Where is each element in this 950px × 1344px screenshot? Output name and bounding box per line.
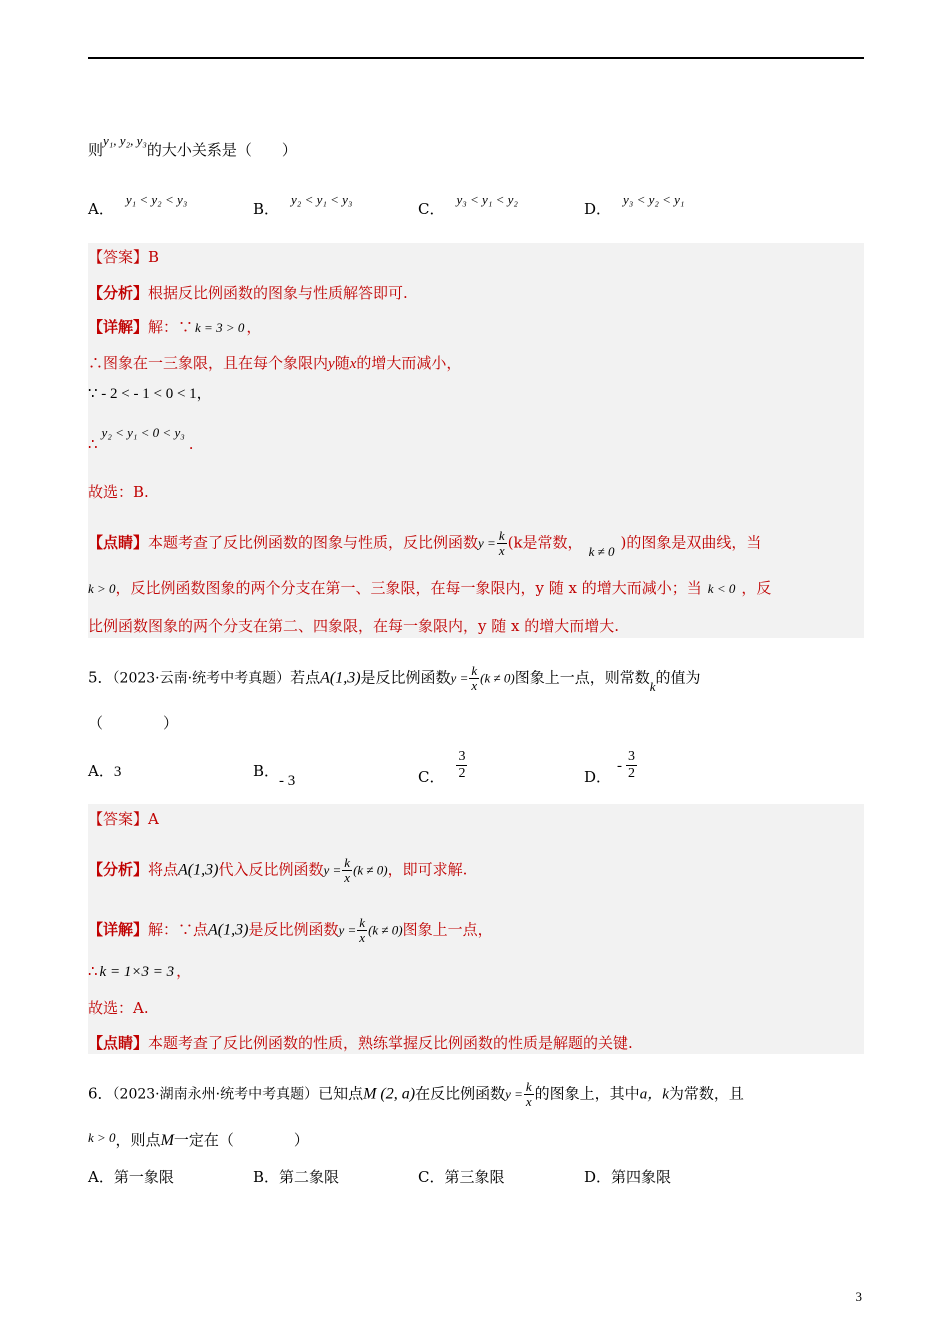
frac-den: x: [498, 543, 505, 558]
var-x: x: [349, 356, 357, 372]
frac-num: k: [471, 663, 478, 678]
q4-option-c[interactable]: [418, 192, 518, 220]
q5-stem: [88, 664, 701, 693]
func-cond: (k ≠ 0): [480, 670, 515, 686]
frac-den: 2: [628, 766, 636, 781]
fraction-k-over-x: [342, 856, 352, 885]
question-number: 5．: [88, 668, 113, 687]
detail-text: 解：∵点: [148, 920, 209, 939]
q4-detail-4: [88, 425, 194, 455]
frac-num: 3: [628, 749, 636, 764]
question-source: （2023·云南·统考中考真题）: [112, 670, 291, 687]
func-y: y =: [323, 862, 342, 878]
const-k: k: [649, 678, 656, 694]
var-y: y: [328, 356, 335, 372]
detail-text: 随: [334, 354, 350, 372]
stem-text: 的值为: [655, 668, 701, 687]
stem-text: ，则点: [115, 1131, 161, 1149]
stem-vars: a，k: [639, 1086, 669, 1103]
func-cond: (k ≠ 0): [353, 862, 388, 878]
func-y: y =: [478, 535, 496, 551]
q4-comment-1: [88, 529, 761, 558]
detail-text: ，: [246, 318, 262, 336]
detail-math: y₂ < y₁ < 0 < y₃: [101, 425, 185, 440]
q4-comment-3: 比例函数图象的两个分支在第二、四象限，在每一象限内，y 随 x 的增大而增大.: [88, 617, 620, 635]
q5-analysis: [88, 856, 467, 885]
fraction-3-over-2: [626, 749, 637, 782]
q4-option-a[interactable]: [88, 192, 188, 220]
stem-text: 若点: [290, 668, 321, 687]
option-label: C．: [418, 767, 445, 786]
stem-text: 图象上一点，则常数: [514, 668, 650, 687]
option-label: C．: [418, 1168, 445, 1186]
calc-math: k = 1×3 = 3: [99, 964, 175, 980]
question-number: 6．: [88, 1084, 113, 1103]
option-sign: -: [617, 757, 623, 774]
question-source: （2023·湖南永州·统考中考真题）: [112, 1086, 319, 1103]
comment-tag: 【点睛】: [88, 1034, 149, 1052]
comment-math: k ≠ 0: [588, 543, 615, 559]
comment-text: ，反比例函数图象的两个分支在第一、三象限，在每一象限内，y 随 x 的增大而减小；当: [115, 579, 702, 597]
detail-text: ∴图象在一三象限，且在每个象限内: [88, 354, 329, 372]
frac-den: x: [525, 1094, 532, 1109]
detail-math: k = 3 > 0: [195, 320, 245, 335]
fraction-3-over-2: [456, 749, 467, 782]
comment-text: 本题考查了反比例函数的图象与性质，反比例函数: [148, 533, 479, 552]
frac-num: 3: [458, 749, 466, 764]
q5-option-b[interactable]: [253, 761, 296, 789]
q4-option-d[interactable]: [584, 192, 685, 220]
analysis-tag: 【分析】: [88, 860, 149, 879]
stem-text: 在反比例函数: [415, 1084, 506, 1103]
stem-text: 已知点: [318, 1084, 364, 1103]
frac-den: x: [344, 870, 351, 885]
option-label: A．: [88, 1168, 114, 1186]
option-label: C．: [418, 200, 445, 218]
q5-comment: [88, 1033, 633, 1053]
q6-option-c[interactable]: [418, 1167, 505, 1187]
point-m: M (2, a): [363, 1085, 416, 1103]
func-y: y =: [450, 670, 469, 686]
option-value: 3: [113, 764, 122, 780]
q4-choose: 故选：B.: [88, 483, 149, 501]
frac-num: k: [344, 855, 351, 870]
frac-den: x: [471, 678, 478, 693]
q6-option-a[interactable]: [88, 1167, 174, 1187]
frac-num: k: [359, 915, 366, 930]
analysis-text: 代入反比例函数: [218, 860, 324, 879]
fraction-k-over-x: [497, 529, 507, 558]
detail-text: .: [188, 435, 194, 453]
option-text: 第一象限: [113, 1168, 174, 1186]
fraction-k-over-x: [469, 664, 479, 693]
option-label: B．: [253, 1168, 280, 1186]
option-label: A．: [88, 762, 114, 780]
option-text: 第二象限: [279, 1168, 340, 1186]
detail-text: ∴: [88, 435, 98, 453]
q5-blank: （ ）: [88, 714, 179, 732]
q5-calc: [88, 961, 191, 982]
option-math: y₃ < y₂ < y₁: [623, 192, 685, 207]
point-a: A(1,3): [178, 861, 219, 879]
q5-option-d[interactable]: [584, 749, 638, 786]
comment-math: k < 0: [707, 581, 736, 596]
func-cond: (k ≠ 0): [368, 922, 403, 938]
q4-stem-suffix: 的大小关系是（ ）: [146, 141, 297, 159]
q4-stem-prefix: 则: [88, 141, 104, 159]
header-rule: [88, 57, 864, 59]
q6-option-d[interactable]: [584, 1167, 671, 1187]
q4-detail-1: [88, 317, 261, 338]
analysis-text: ，即可求解.: [387, 860, 468, 879]
calc-text: ，: [176, 962, 192, 980]
detail-text: 图象上一点，: [402, 920, 493, 939]
q4-stem: [88, 133, 297, 161]
option-math: y₂ < y₁ < y₃: [291, 192, 353, 207]
func-y: y =: [505, 1086, 523, 1102]
q4-detail-3: ∵ - 2 < - 1 < 0 < 1，: [88, 386, 212, 402]
detail-text: 是反比例函数: [248, 920, 339, 939]
comment-tag: 【点睛】: [88, 533, 149, 552]
option-text: 第三象限: [444, 1168, 505, 1186]
q4-detail-2: [88, 353, 461, 374]
stem-text: 一定在（ ）: [173, 1131, 309, 1149]
detail-text: 的增大而减小，: [356, 354, 462, 372]
frac-den: x: [359, 930, 366, 945]
detail-tag: 【详解】: [88, 920, 149, 939]
analysis-text: 根据反比例函数的图象与性质解答即可.: [148, 284, 408, 302]
q4-stem-vars: y₁, y₂, y₃: [103, 133, 147, 148]
q5-option-a[interactable]: [88, 761, 121, 782]
q4-analysis: [88, 283, 408, 303]
stem-text: 是反比例函数: [360, 668, 451, 687]
detail-text: 解：∵: [148, 318, 194, 336]
option-label: B．: [253, 762, 280, 780]
option-math: y₃ < y₁ < y₂: [456, 192, 518, 207]
q5-choose: 故选：A.: [88, 999, 149, 1017]
page-number: 3: [855, 1289, 862, 1304]
stem-text: 的图象上，其中: [534, 1084, 640, 1103]
q4-comment-2: [88, 578, 771, 599]
q4-answer: 【答案】B: [88, 248, 160, 266]
option-label: B．: [253, 200, 280, 218]
option-text: 第四象限: [611, 1168, 672, 1186]
point-a: A(1,3): [320, 669, 361, 687]
comment-math: k > 0: [88, 581, 116, 596]
fraction-k-over-x: [357, 916, 367, 945]
option-label: A．: [88, 200, 114, 218]
fraction-k-over-x: [524, 1080, 534, 1109]
q6-option-b[interactable]: [253, 1167, 339, 1187]
frac-den: 2: [458, 766, 466, 781]
q5-option-c[interactable]: [418, 749, 468, 786]
option-label: D．: [584, 1168, 612, 1186]
stem-text: 为常数，且: [668, 1084, 744, 1103]
frac-num: k: [498, 528, 505, 543]
option-label: D．: [584, 767, 612, 786]
q6-stem: [88, 1080, 744, 1109]
q5-answer: 【答案】A: [88, 810, 159, 828]
comment-text: )的图象是双曲线，当: [620, 533, 762, 552]
option-value: - 3: [279, 773, 296, 789]
point-m: M: [160, 1132, 174, 1149]
analysis-text: 将点: [148, 860, 179, 879]
q5-detail: [88, 916, 493, 945]
option-math: y₁ < y₂ < y₃: [125, 192, 188, 207]
detail-tag: 【详解】: [88, 318, 149, 336]
option-label: D．: [584, 200, 612, 218]
comment-text: ，反: [741, 579, 772, 597]
q4-option-b[interactable]: [253, 192, 353, 220]
func-y: y =: [338, 922, 357, 938]
point-a: A(1,3): [208, 921, 249, 939]
comment-text: 本题考查了反比例函数的性质，熟练掌握反比例函数的性质是解题的关键.: [148, 1034, 633, 1052]
comment-text: (k是常数，: [507, 533, 583, 552]
calc-text: ∴: [88, 962, 98, 980]
cond-math: k > 0: [88, 1130, 116, 1145]
q6-stem-line2: [88, 1130, 309, 1151]
frac-num: k: [525, 1079, 532, 1094]
analysis-tag: 【分析】: [88, 284, 149, 302]
